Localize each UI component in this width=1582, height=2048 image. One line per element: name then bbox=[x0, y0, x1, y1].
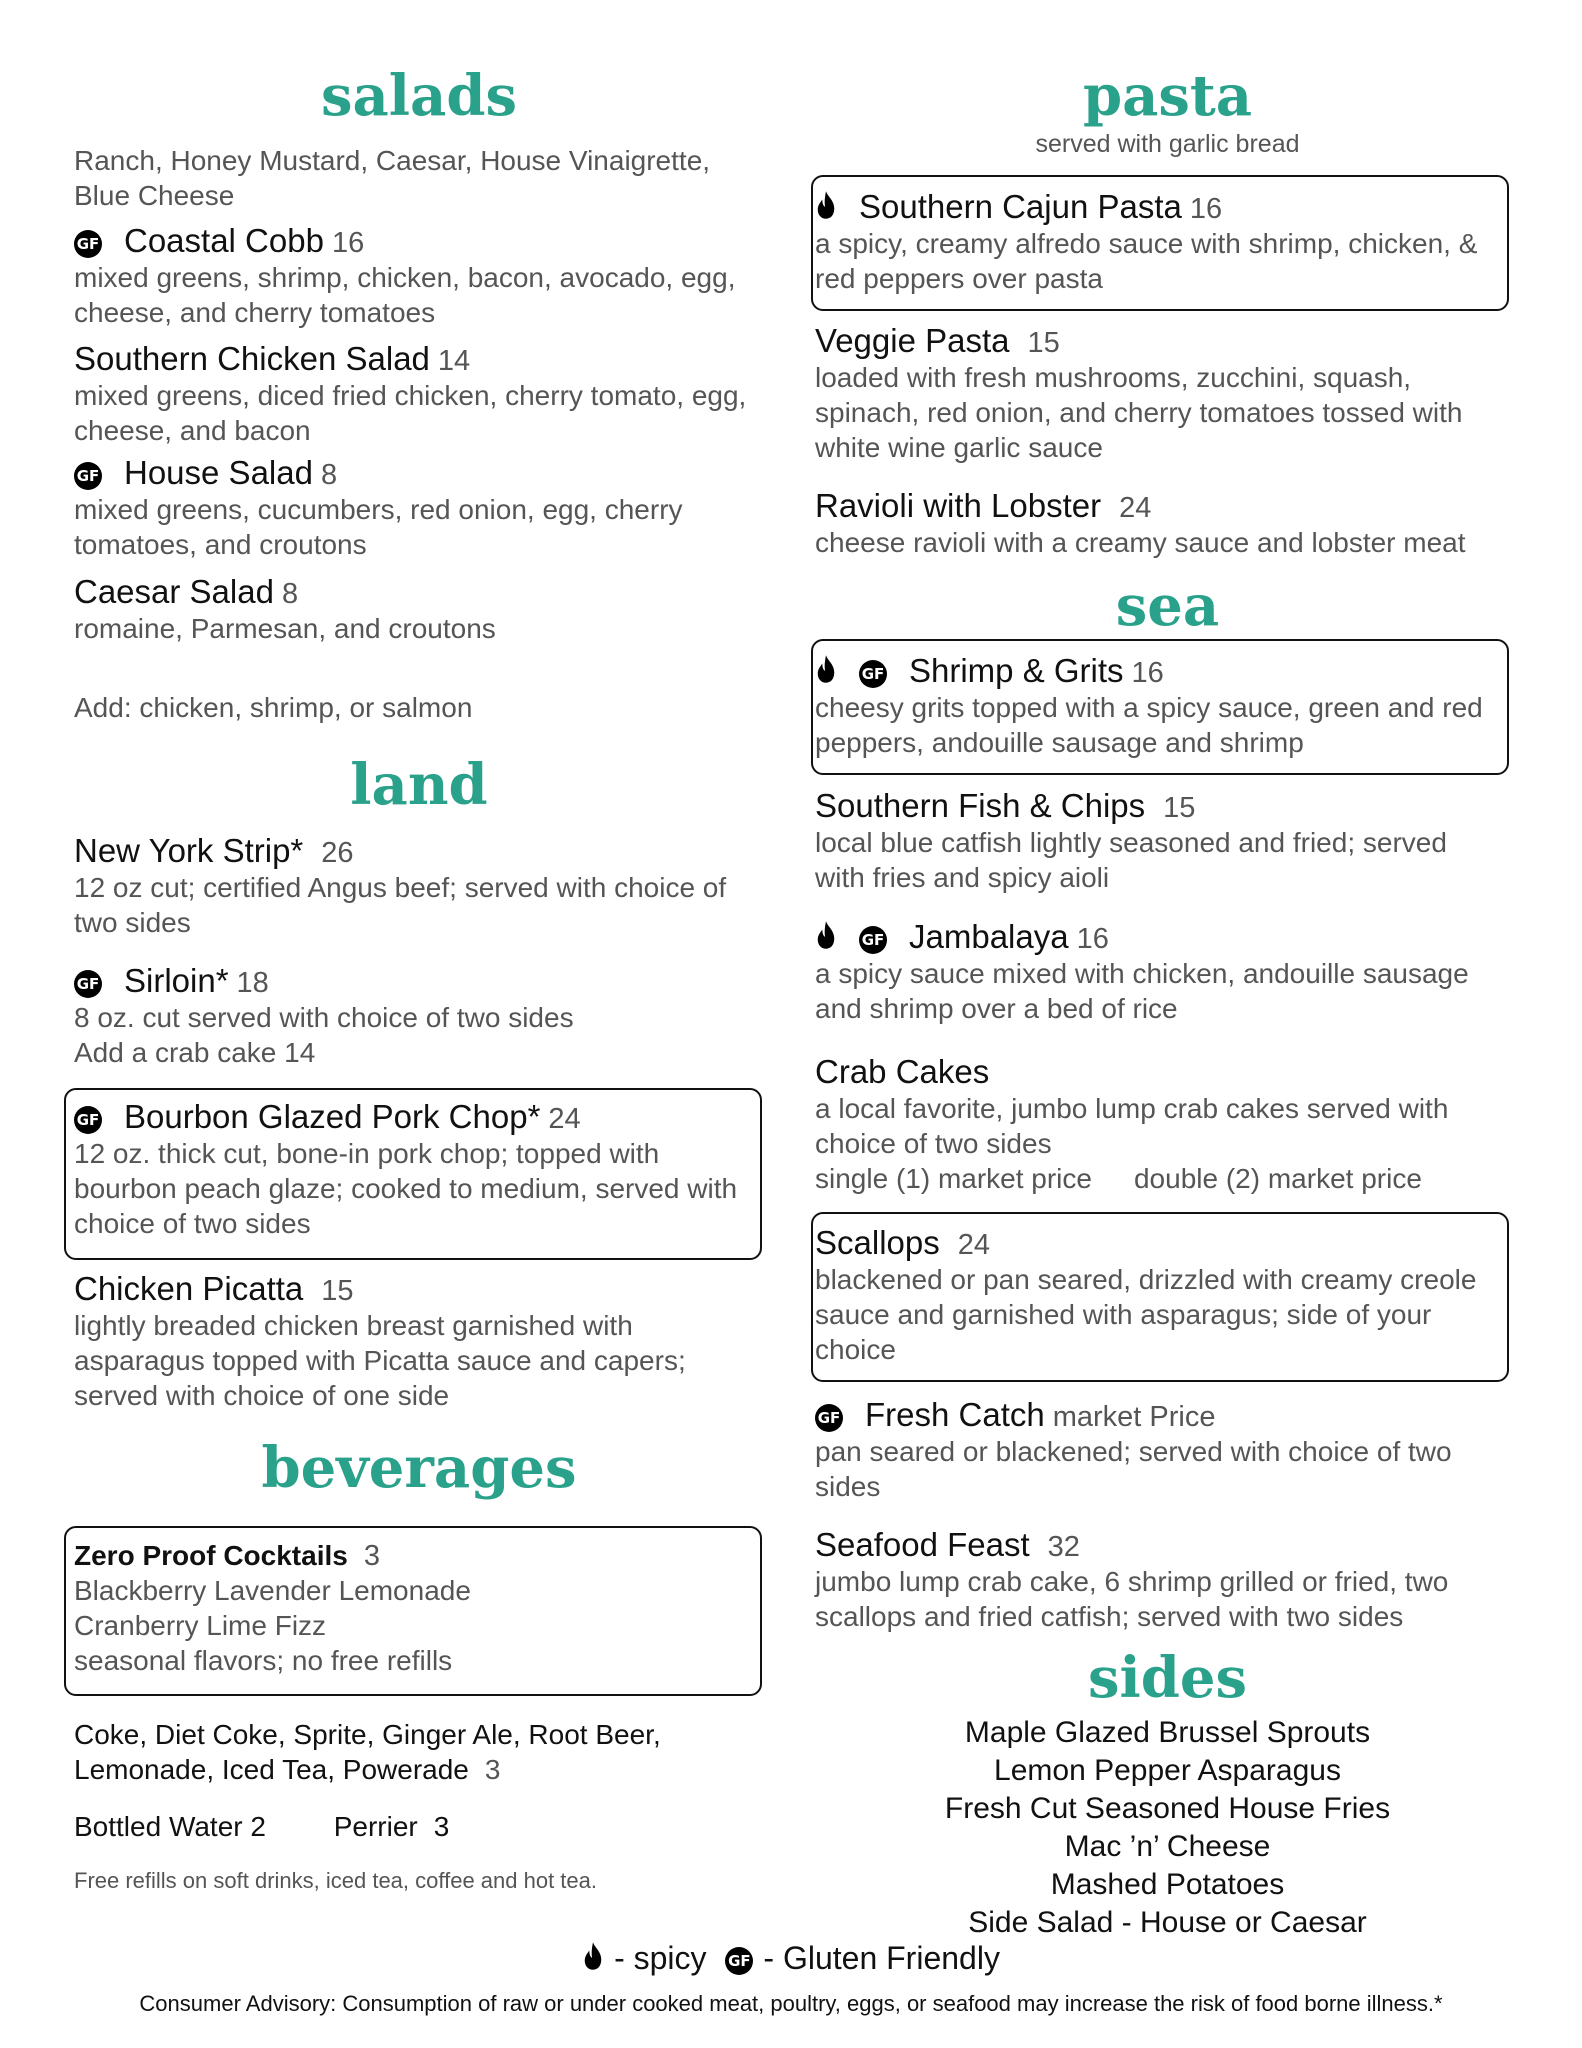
menu-item-bourbon-pork-chop bbox=[74, 1098, 764, 1241]
item-price: 16 bbox=[1189, 193, 1223, 225]
salad-addons: Add: chicken, shrimp, or salmon bbox=[74, 692, 473, 723]
legend-gf: - Gluten Friendly bbox=[763, 1940, 1000, 1976]
menu-item-scallops bbox=[815, 1224, 1520, 1367]
sodas-line-2: Lemonade, Iced Tea, Powerade bbox=[74, 1754, 469, 1785]
item-name: New York Strip* bbox=[74, 832, 304, 869]
side-item: Mashed Potatoes bbox=[1050, 1868, 1285, 1901]
item-name: Sirloin* bbox=[124, 962, 229, 999]
item-name: Bourbon Glazed Pork Chop* bbox=[124, 1098, 541, 1135]
gf-badge-icon: GF bbox=[815, 1404, 843, 1432]
menu-item-fresh-catch bbox=[815, 1396, 1520, 1504]
item-name: Coastal Cobb bbox=[124, 222, 324, 259]
item-desc: romaine, Parmesan, and croutons bbox=[74, 613, 496, 644]
item-name: Zero Proof Cocktails bbox=[74, 1540, 348, 1571]
item-desc: local blue catfish lightly seasoned and fried; served with fries and spicy aioli bbox=[815, 827, 1447, 893]
crab-double-price: double (2) market price bbox=[1133, 1163, 1422, 1194]
menu-item-shrimp-grits bbox=[815, 652, 1520, 760]
menu-item-veggie-pasta bbox=[815, 322, 1520, 465]
pasta-heading: pasta bbox=[1082, 63, 1253, 129]
item-price: 24 bbox=[957, 1229, 990, 1261]
item-desc: a local favorite, jumbo lump crab cakes served with choice of two sides bbox=[815, 1093, 1449, 1159]
menu-item-southern-cajun-pasta bbox=[815, 188, 1520, 296]
gf-badge-icon: GF bbox=[74, 970, 102, 998]
item-desc: cheese ravioli with a creamy sauce and lobster meat bbox=[815, 527, 1466, 558]
item-name: Chicken Picatta bbox=[74, 1270, 304, 1307]
menu-item-caesar-salad bbox=[74, 573, 764, 646]
item-name: Crab Cakes bbox=[815, 1053, 990, 1090]
item-name: Caesar Salad bbox=[74, 573, 274, 610]
item-price: 16 bbox=[1076, 923, 1109, 955]
menu-item-crab-cakes bbox=[815, 1053, 1520, 1196]
bottled-water: Bottled Water 2 bbox=[74, 1811, 266, 1842]
item-price: 8 bbox=[320, 459, 338, 491]
cocktail-line: seasonal flavors; no free refills bbox=[74, 1645, 453, 1676]
menu-item-southern-fish-chips bbox=[815, 787, 1520, 895]
menu-item-coastal-cobb bbox=[74, 222, 764, 330]
flame-icon bbox=[815, 920, 837, 950]
item-name: Seafood Feast bbox=[815, 1526, 1030, 1563]
item-desc: 12 oz. thick cut, bone-in pork chop; topped with bourbon peach glaze; cooked to medium, served with choice of two sides bbox=[74, 1138, 738, 1239]
sodas-text bbox=[74, 1717, 764, 1787]
menu-item-zero-proof-cocktails bbox=[74, 1540, 764, 1678]
item-price: 3 bbox=[363, 1540, 380, 1572]
item-desc: cheesy grits topped with a spicy sauce, green and red peppers, andouille sausage and shrimp bbox=[815, 692, 1483, 758]
side-item: Mac ’n’ Cheese bbox=[1064, 1830, 1271, 1863]
menu-item-ravioli-lobster bbox=[815, 487, 1520, 560]
sea-heading: sea bbox=[1115, 573, 1220, 639]
item-desc: mixed greens, diced fried chicken, cherry tomato, egg, cheese, and bacon bbox=[74, 380, 747, 446]
item-desc: loaded with fresh mushrooms, zucchini, squash, spinach, red onion, and cherry tomatoes tossed with white wine garlic sauce bbox=[815, 362, 1463, 463]
item-price: 16 bbox=[331, 227, 365, 259]
legend-spicy: - spicy bbox=[614, 1940, 707, 1976]
gf-badge-icon: GF bbox=[74, 230, 102, 258]
menu-item-chicken-picatta bbox=[74, 1270, 764, 1413]
gf-badge-icon: GF bbox=[859, 926, 887, 954]
item-name: Southern Cajun Pasta bbox=[859, 188, 1182, 225]
item-desc: jumbo lump crab cake, 6 shrimp grilled or fried, two scallops and fried catfish; served with two sides bbox=[815, 1566, 1449, 1632]
item-desc: blackened or pan seared, drizzled with creamy creole sauce and garnished with asparagus; side of your choice bbox=[815, 1264, 1477, 1365]
consumer-advisory: Consumer Advisory: Consumption of raw or under cooked meat, poultry, eggs, or seafood may increase the risk of food borne illness.* bbox=[139, 1991, 1443, 2016]
item-price: 26 bbox=[321, 837, 354, 869]
item-name: Shrimp & Grits bbox=[909, 652, 1124, 689]
menu-item-seafood-feast bbox=[815, 1526, 1520, 1634]
item-price: 24 bbox=[1119, 492, 1152, 524]
item-price: 24 bbox=[548, 1103, 581, 1135]
water-line bbox=[74, 1809, 764, 1844]
item-price: 15 bbox=[1163, 792, 1196, 824]
item-price: 14 bbox=[437, 345, 471, 377]
sides-list bbox=[815, 1714, 1520, 1942]
item-desc: mixed greens, cucumbers, red onion, egg, cherry tomatoes, and croutons bbox=[74, 494, 683, 560]
item-name: Ravioli with Lobster bbox=[815, 487, 1102, 524]
cocktail-line: Blackberry Lavender Lemonade bbox=[74, 1575, 471, 1606]
land-heading: land bbox=[350, 752, 488, 818]
item-price: 18 bbox=[236, 967, 269, 999]
item-name: Jambalaya bbox=[909, 918, 1069, 955]
gf-badge-icon: GF bbox=[725, 1947, 753, 1975]
beverages-heading: beverages bbox=[261, 1435, 577, 1501]
item-desc: 8 oz. cut served with choice of two sides bbox=[74, 1002, 574, 1033]
cocktail-line: Cranberry Lime Fizz bbox=[74, 1610, 327, 1641]
menu-item-sirloin bbox=[74, 962, 764, 1070]
salads-heading: salads bbox=[320, 63, 518, 129]
menu-item-southern-chicken-salad bbox=[74, 340, 764, 448]
side-item: Lemon Pepper Asparagus bbox=[994, 1754, 1341, 1787]
perrier-label: Perrier bbox=[333, 1811, 418, 1842]
dressings-text: Ranch, Honey Mustard, Caesar, House Vinaigrette, Blue Cheese bbox=[74, 145, 711, 211]
item-desc: a spicy sauce mixed with chicken, andouille sausage and shrimp over a bed of rice bbox=[815, 958, 1469, 1024]
item-name: House Salad bbox=[124, 454, 313, 491]
menu-item-new-york-strip bbox=[74, 832, 764, 940]
item-extra: Add a crab cake 14 bbox=[74, 1037, 316, 1068]
gf-badge-icon: GF bbox=[74, 1106, 102, 1134]
flame-icon bbox=[582, 1941, 604, 1971]
item-desc: mixed greens, shrimp, chicken, bacon, avocado, egg, cheese, and cherry tomatoes bbox=[74, 262, 736, 328]
sodas-price: 3 bbox=[484, 1754, 501, 1785]
item-desc: lightly breaded chicken breast garnished with asparagus topped with Picatta sauce and capers; served with choice of one side bbox=[74, 1310, 686, 1411]
item-desc: pan seared or blackened; served with choice of two sides bbox=[815, 1436, 1452, 1502]
flame-icon bbox=[815, 190, 837, 220]
side-item: Side Salad - House or Caesar bbox=[968, 1906, 1367, 1939]
sodas-line-1: Coke, Diet Coke, Sprite, Ginger Ale, Root Beer, bbox=[74, 1719, 661, 1750]
side-item: Fresh Cut Seasoned House Fries bbox=[944, 1792, 1391, 1825]
item-price: 15 bbox=[1027, 327, 1060, 359]
item-name: Southern Fish & Chips bbox=[815, 787, 1146, 824]
item-desc: a spicy, creamy alfredo sauce with shrimp, chicken, & red peppers over pasta bbox=[815, 228, 1478, 294]
side-item: Maple Glazed Brussel Sprouts bbox=[964, 1716, 1371, 1749]
item-name: Fresh Catch bbox=[865, 1396, 1045, 1433]
flame-icon bbox=[815, 654, 837, 684]
gf-badge-icon: GF bbox=[74, 462, 102, 490]
gf-badge-icon: GF bbox=[859, 660, 887, 688]
perrier-price: 3 bbox=[433, 1811, 450, 1842]
menu-item-house-salad bbox=[74, 454, 764, 562]
item-desc: 12 oz cut; certified Angus beef; served with choice of two sides bbox=[74, 872, 727, 938]
legend bbox=[0, 1940, 1582, 1977]
item-price: market Price bbox=[1052, 1401, 1216, 1433]
item-price: 15 bbox=[321, 1275, 354, 1307]
pasta-subheading: served with garlic bread bbox=[1035, 130, 1300, 158]
item-name: Veggie Pasta bbox=[815, 322, 1010, 359]
item-name: Scallops bbox=[815, 1224, 940, 1261]
item-price: 32 bbox=[1047, 1531, 1080, 1563]
item-price: 16 bbox=[1131, 657, 1164, 689]
refills-note: Free refills on soft drinks, iced tea, coffee and hot tea. bbox=[74, 1868, 597, 1893]
item-name: Southern Chicken Salad bbox=[74, 340, 430, 377]
sides-heading: sides bbox=[1087, 1645, 1248, 1711]
item-price: 8 bbox=[281, 578, 299, 610]
crab-single-price: single (1) market price bbox=[815, 1163, 1092, 1194]
menu-item-jambalaya bbox=[815, 918, 1520, 1026]
